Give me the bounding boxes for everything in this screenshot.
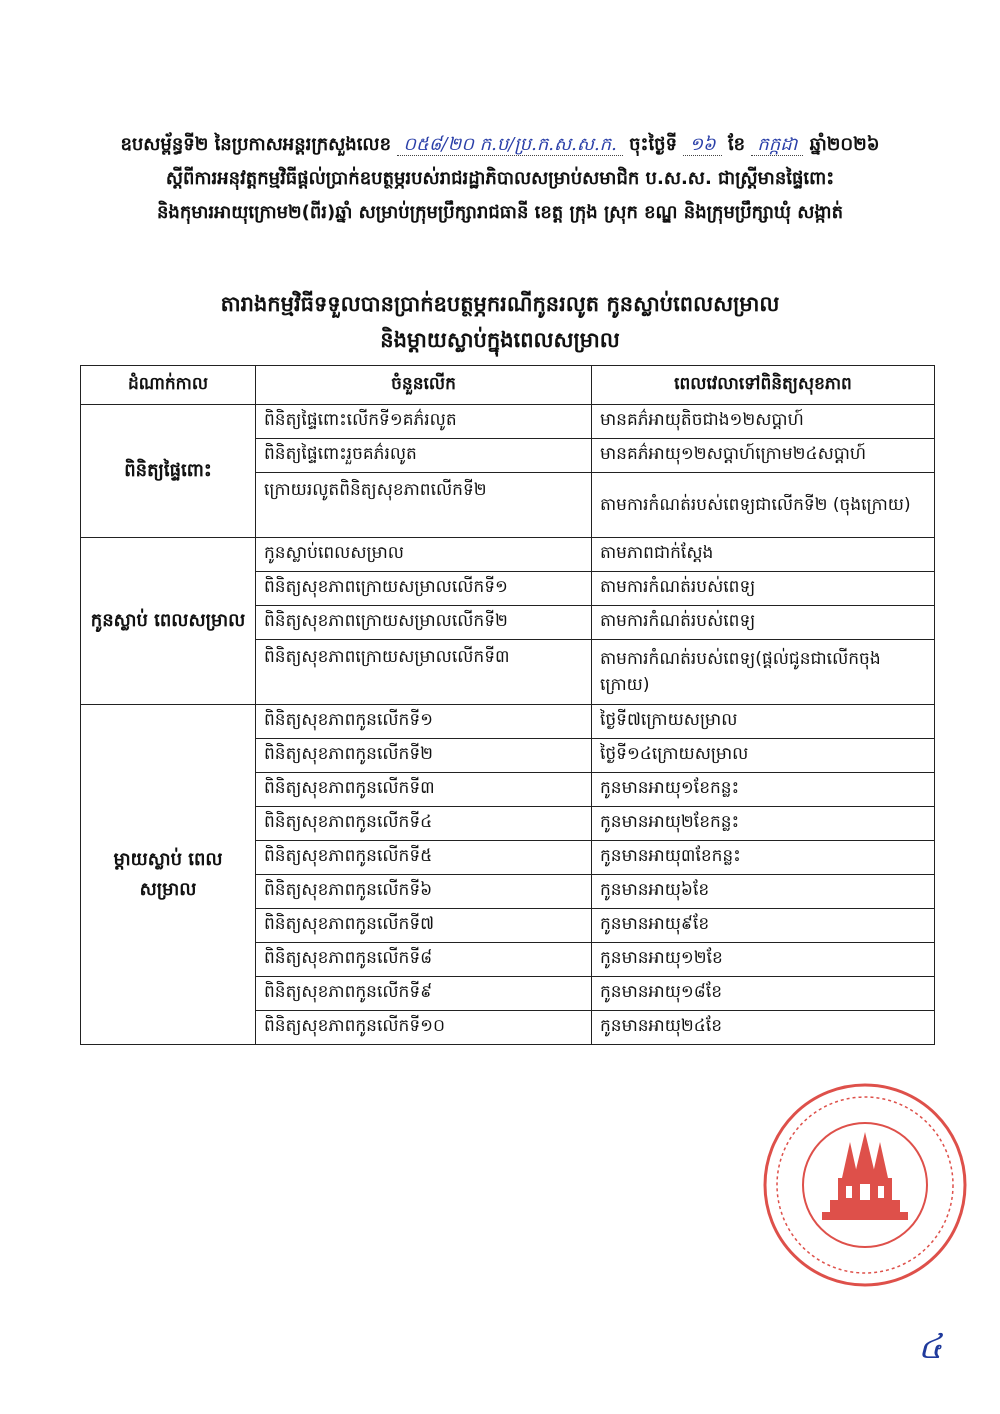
table-title-line-2: និងម្ដាយស្លាប់ក្នុងពេលសម្រាល	[380, 328, 620, 352]
annex-reference: ឧបសម្ព័ន្ធទី២ នៃប្រកាសអន្តរក្រសួងលេខ	[120, 134, 391, 155]
time-cell: មានគភ៌អាយុតិចជាង១២សប្ដាហ៍	[592, 405, 935, 439]
count-cell: កូនស្លាប់ពេលសម្រាល	[256, 538, 592, 572]
count-cell: ពិនិត្យសុខភាពកូនលើកទី៨	[256, 943, 592, 977]
stage-cell-maternal-death: ម្ដាយស្លាប់ ពេលសម្រាល	[81, 705, 256, 1045]
document-header	[0, 128, 1000, 230]
table-row	[81, 405, 935, 439]
date-year: ឆ្នាំ២០២៦	[809, 134, 880, 155]
time-cell: កូនមានអាយុ៦ខែ	[592, 875, 935, 909]
time-cell: តាមការកំណត់របស់ពេទ្យ(ផ្ដល់ជូនជាលើកចុងក្រោយ)	[592, 640, 935, 705]
count-cell: ពិនិត្យសុខភាពក្រោយសម្រាលលើកទី១	[256, 572, 592, 606]
time-cell: កូនមានអាយុ២៤ខែ	[592, 1011, 935, 1045]
column-header-stage: ដំណាក់កាល	[81, 366, 256, 405]
date-day: ១៦	[683, 134, 721, 156]
table-header-row	[81, 366, 935, 405]
time-cell: តាមការកំណត់របស់ពេទ្យជាលើកទី២ (ចុងក្រោយ)	[592, 473, 935, 538]
count-cell: ពិនិត្យសុខភាពកូនលើកទី៧	[256, 909, 592, 943]
count-cell: ពិនិត្យសុខភាពកូនលើកទី៩	[256, 977, 592, 1011]
time-cell: តាមការកំណត់របស់ពេទ្យ	[592, 572, 935, 606]
stage-cell-pregnancy: ពិនិត្យផ្ទៃពោះ	[81, 405, 256, 538]
count-cell: ពិនិត្យសុខភាពកូនលើកទី៦	[256, 875, 592, 909]
count-cell: ពិនិត្យសុខភាពក្រោយសម្រាលលើកទី២	[256, 606, 592, 640]
header-line-1	[0, 128, 1000, 162]
count-cell: ពិនិត្យសុខភាពកូនលើកទី៤	[256, 807, 592, 841]
count-cell: ក្រោយរលូតពិនិត្យសុខភាពលើកទី២	[256, 473, 592, 538]
time-cell: កូនមានអាយុ៣ខែកន្លះ	[592, 841, 935, 875]
count-cell: ពិនិត្យផ្ទៃពោះលើកទី១គភ៌រលូត	[256, 405, 592, 439]
header-line-2: ស្ដីពីការអនុវត្តកម្មវិធីផ្ដល់ប្រាក់ឧបត្ថម្ភរបស់រាជរដ្ឋាភិបាលសម្រាប់សមាជិក ប.ស.ស. ជាស្ត្រីមានផ្ទៃពោះ	[165, 168, 835, 189]
header-line-3: និងកុមារអាយុក្រោម២(ពីរ)ឆ្នាំ សម្រាប់ក្រុមប្រឹក្សារាជធានី ខេត្ត ក្រុង ស្រុក ខណ្ឌ និងក្រុមប្រឹក្សាឃុំ សង្កាត់	[156, 202, 843, 223]
ministry-seal-icon	[760, 1080, 970, 1290]
page-number: ៤	[918, 1327, 943, 1367]
schedule-table	[80, 365, 935, 1045]
count-cell: ពិនិត្យសុខភាពក្រោយសម្រាលលើកទី៣	[256, 640, 592, 705]
table-row	[81, 705, 935, 739]
count-cell: ពិនិត្យសុខភាពកូនលើកទី១	[256, 705, 592, 739]
time-cell: កូនមានអាយុ៩ខែ	[592, 909, 935, 943]
time-cell: ថ្ងៃទី១៤ក្រោយសម្រាល	[592, 739, 935, 773]
time-cell: មានគភ៌អាយុ១២សប្ដាហ៍ក្រោម២៤សប្ដាហ៍	[592, 439, 935, 473]
count-cell: ពិនិត្យសុខភាពកូនលើកទី៥	[256, 841, 592, 875]
time-cell: កូនមានអាយុ២ខែកន្លះ	[592, 807, 935, 841]
table-row	[81, 538, 935, 572]
time-cell: កូនមានអាយុ១២ខែ	[592, 943, 935, 977]
column-header-time: ពេលវេលាទៅពិនិត្យសុខភាព	[592, 366, 935, 405]
time-cell: កូនមានអាយុ១៨ខែ	[592, 977, 935, 1011]
month-label: ខែ	[727, 134, 746, 155]
table-title-line-1: តារាងកម្មវិធីទទួលបានប្រាក់ឧបត្ថម្ភករណីកូនរលូត កូនស្លាប់ពេលសម្រាល	[220, 292, 780, 316]
count-cell: ពិនិត្យសុខភាពកូនលើកទី៣	[256, 773, 592, 807]
date-month: កក្កដា	[751, 134, 803, 156]
table-title	[0, 286, 1000, 358]
count-cell: ពិនិត្យផ្ទៃពោះរួចគភ៌រលូត	[256, 439, 592, 473]
time-cell: ថ្ងៃទី៧ក្រោយសម្រាល	[592, 705, 935, 739]
time-cell: កូនមានអាយុ១ខែកន្លះ	[592, 773, 935, 807]
count-cell: ពិនិត្យសុខភាពកូនលើកទី១០	[256, 1011, 592, 1045]
date-label: ចុះថ្ងៃទី	[629, 134, 678, 155]
column-header-count: ចំនួនលើក	[256, 366, 592, 405]
time-cell: តាមការកំណត់របស់ពេទ្យ	[592, 606, 935, 640]
stage-cell-stillbirth: កូនស្លាប់ ពេលសម្រាល	[81, 538, 256, 705]
time-cell: តាមភាពជាក់ស្ដែង	[592, 538, 935, 572]
decree-number: ០៥៨/២០ ក.ប/ប្រ.ក.ស.ស.ក.	[397, 134, 623, 156]
count-cell: ពិនិត្យសុខភាពកូនលើកទី២	[256, 739, 592, 773]
